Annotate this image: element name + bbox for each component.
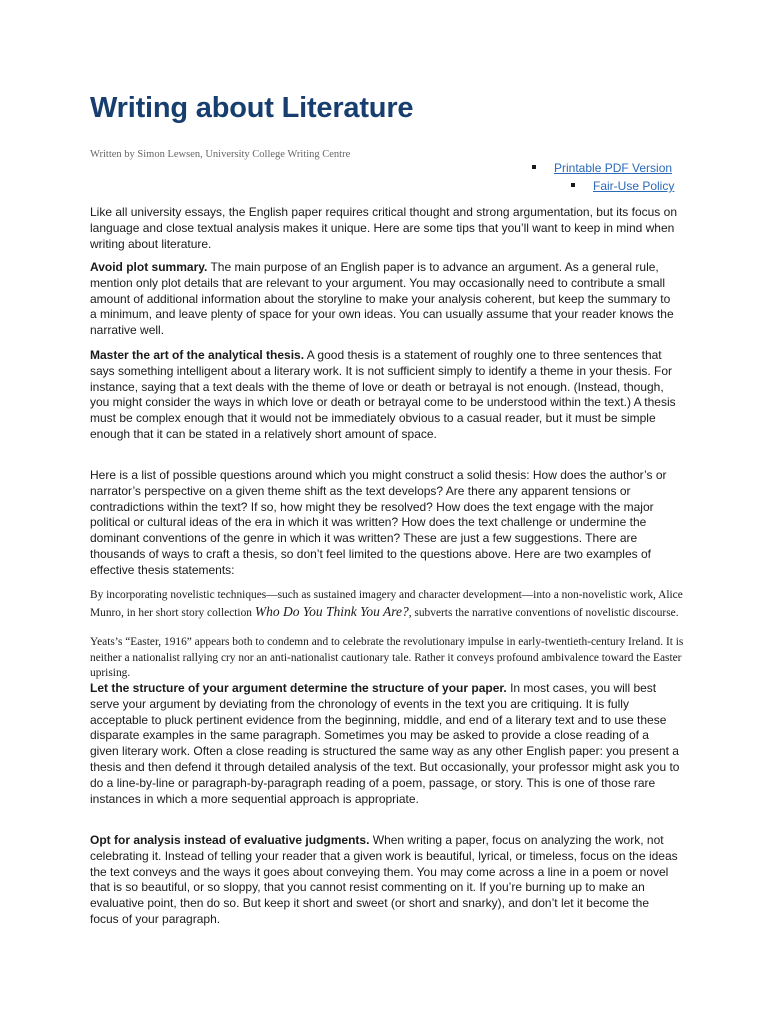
bullet-icon bbox=[532, 165, 536, 169]
link-item-pdf bbox=[554, 161, 672, 175]
section-body: When writing a paper, focus on analyzing the work, not celebrating it. Instead of telling your reader that a given work is beautiful, lyrical, or timeless, focus on the ideas the text conveys and the ways it goes about conveying them. You may come across a line in a poem or novel that is so beautiful, or so sloppy, that you cannot resist commenting on it. If you’re burning up to make an evaluative point, then do so. But keep it short and sweet (or short and snarky), and don’t let it become the focus of your paragraph. bbox=[90, 833, 678, 926]
author-byline: Written by Simon Lewsen, University College Writing Centre bbox=[90, 149, 351, 160]
questions-paragraph: Here is a list of possible questions around which you might construct a solid thesis: How does the author’s or narrator’s perspective on a given theme shift as the text develops? Are there any apparent tensions or contradictions within the text? If so, how might they be resolved? How does the text engage with the major political or cultural ideas of the era in which it was written? How does the text challenge or undermine the dominant conventions of the genre in which it was written? These are just a few suggestions. There are thousands of ways to craft a thesis, so don’t feel limited to the questions above. Here are two examples of effective thesis statements: bbox=[90, 468, 667, 577]
section-heading: Master the art of the analytical thesis. bbox=[90, 348, 305, 362]
section-structure bbox=[90, 681, 680, 807]
section-body: The main purpose of an English paper is to advance an argument. As a general rule, mention only plot details that are relevant to your argument. You may occasionally need to contribute a small amount of additional information about the storyline to make your analysis coherent, but keep the summary to a minimum, and leave plenty of space for your own ideas. You can usually assume that your reader knows the narrative well. bbox=[90, 260, 674, 338]
section-heading: Opt for analysis instead of evaluative judgments. bbox=[90, 833, 370, 847]
section-analysis-over-judgment bbox=[90, 833, 680, 928]
section-heading: Let the structure of your argument determine the structure of your paper. bbox=[90, 681, 507, 695]
example-text: By incorporating novelistic techniques—such as sustained imagery and character development—into a non-novelistic work, Alice Munro, in her short story collection bbox=[90, 589, 683, 619]
thesis-example-munro bbox=[90, 588, 684, 621]
example-text: , subverts the narrative conventions of novelistic discourse. bbox=[408, 606, 679, 619]
fair-use-policy-link[interactable]: Fair-Use Policy bbox=[593, 179, 675, 193]
section-body: In most cases, you will best serve your argument by deviating from the chronology of events in the text you are critiquing. It is fully acceptable to pluck pertinent evidence from the beginning, middle, and end of a literary text and to use these disparate examples in the same paragraph. Sometimes you may be asked to provide a close reading of a given literary work. Often a close reading is structured the same way as any other English paper: you present a thesis and then defend it through detailed analysis of the text. But occasionally, your professor might ask you to do a line-by-line or paragraph-by-paragraph reading of a poem, passage, or story. This is one of those rare instances in which a more sequential approach is appropriate. bbox=[90, 681, 680, 806]
section-analytical-thesis bbox=[90, 348, 680, 443]
intro-paragraph: Like all university essays, the English paper requires critical thought and strong argumentation, but its focus on language and close textual analysis makes it unique. Here are some tips that you’ll want to keep in mind when writing about literature. bbox=[90, 205, 677, 251]
book-title: Who Do You Think You Are? bbox=[254, 603, 409, 619]
section-body: A good thesis is a statement of roughly one to three sentences that says something intelligent about a literary work. It is not sufficient simply to identify a theme in your thesis. For instance, saying that a text deals with the theme of love or death or betrayal is not enough. (Instead, though, you might consider the ways in which love or death or betrayal come to be understood within the text.) A thesis must be complex enough that it would not be immediately obvious to a casual reader, but it must be simple enough that it can be stated in a relatively short amount of space. bbox=[90, 348, 676, 441]
link-item-fair-use bbox=[593, 179, 674, 193]
page-title: Writing about Literature bbox=[90, 92, 414, 124]
section-avoid-plot-summary bbox=[90, 260, 680, 339]
bullet-icon bbox=[571, 183, 575, 187]
printable-pdf-link[interactable]: Printable PDF Version bbox=[554, 161, 673, 175]
thesis-example-yeats: Yeats’s “Easter, 1916” appears both to condemn and to celebrate the revolutionary impulse in early-twentieth-century Ireland. It is neither a nationalist rallying cry nor an anti-nationalist cautionary tale. Rather it conveys profound ambivalence toward the Easter uprising. bbox=[90, 636, 684, 679]
section-heading: Avoid plot summary. bbox=[90, 260, 208, 274]
